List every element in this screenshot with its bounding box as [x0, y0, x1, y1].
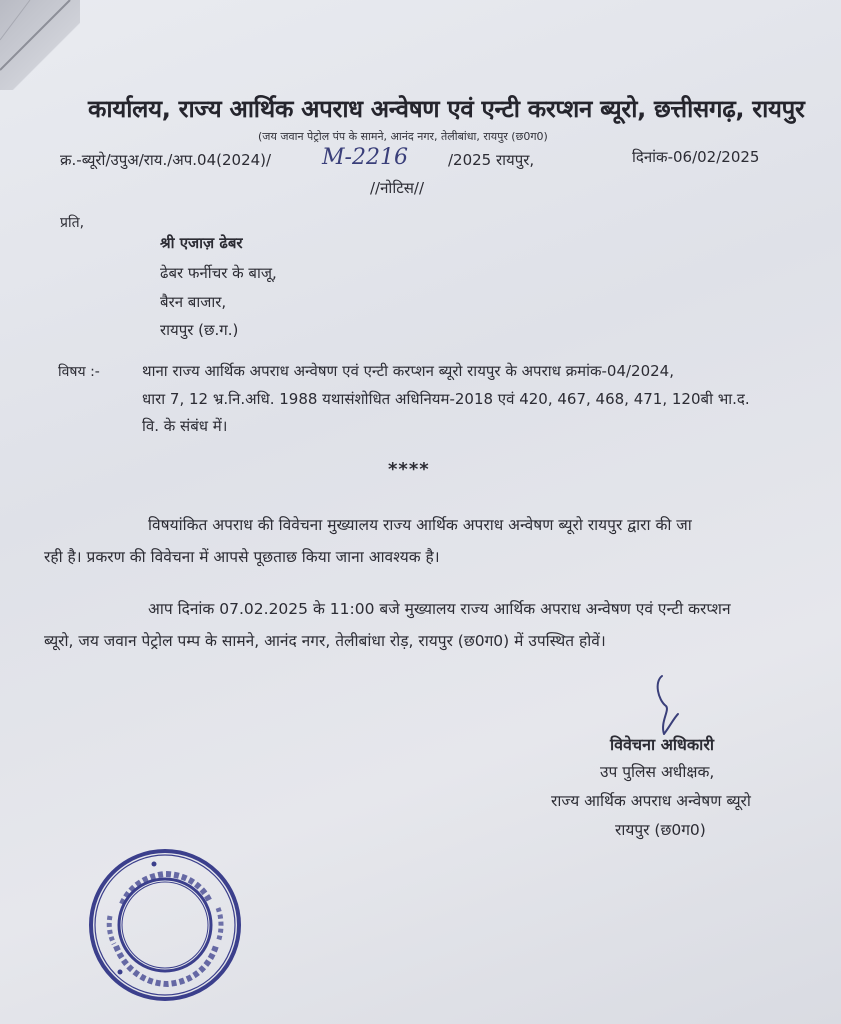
subject-line: थाना राज्य आर्थिक अपराध अन्वेषण एवं एन्टी करप्शन ब्यूरो रायपुर के अपराध क्रमांक-04/2024,	[142, 362, 674, 380]
folded-corner	[0, 0, 80, 90]
office-title: कार्यालय, राज्य आर्थिक अपराध अन्वेषण एवं एन्टी करप्शन ब्यूरो, छत्तीसगढ़, रायपुर	[88, 95, 805, 123]
reference-suffix: /2025 रायपुर,	[448, 151, 535, 169]
official-seal-stamp	[86, 846, 244, 1004]
subject-line: धारा 7, 12 भ्र.नि.अधि. 1988 यथासंशोधित अधिनियम-2018 एवं 420, 467, 468, 471, 120बी भा.द.	[142, 390, 750, 408]
subject-line: वि. के संबंध में।	[142, 417, 228, 435]
signatory-designation: उप पुलिस अधीक्षक,	[600, 763, 715, 781]
recipient-name: श्री एजाज़ ढेबर	[160, 234, 243, 252]
recipient-address-line: रायपुर (छ.ग.)	[160, 321, 239, 339]
body-paragraph-line: रही है। प्रकरण की विवेचना में आपसे पूछताछ किया जाना आवश्यक है।	[44, 548, 440, 566]
letter-date: दिनांक-06/02/2025	[632, 148, 760, 166]
recipient-address-line: ढेबर फर्नीचर के बाजू,	[160, 264, 277, 282]
subject-label: विषय :-	[58, 364, 100, 380]
signatory-department: राज्य आर्थिक अपराध अन्वेषण ब्यूरो	[551, 792, 751, 810]
body-paragraph-line: विषयांकित अपराध की विवेचना मुख्यालय राज्य आर्थिक अपराध अन्वेषण ब्यूरो रायपुर द्वारा की जा	[148, 516, 692, 534]
notice-heading: //नोटिस//	[370, 179, 425, 197]
signatory-title: विवेचना अधिकारी	[610, 735, 715, 754]
handwritten-number: M-2216	[322, 145, 408, 170]
signatory-location: रायपुर (छ0ग0)	[615, 821, 706, 839]
separator-stars: ****	[388, 459, 430, 480]
to-label: प्रति,	[60, 215, 85, 231]
reference-prefix: क्र.-ब्यूरो/उपुअ/राय./अप.04(2024)/	[60, 151, 272, 169]
body-paragraph-line: ब्यूरो, जय जवान पेट्रोल पम्प के सामने, आनंद नगर, तेलीबांधा रोड़, रायपुर (छ0ग0) में उपस्थित होवें।	[44, 632, 606, 650]
recipient-address-line: बैरन बाजार,	[160, 293, 227, 311]
officer-signature	[640, 670, 700, 740]
office-address: (जय जवान पेट्रोल पंप के सामने, आनंद नगर, तेलीबांधा, रायपुर (छ0ग0)	[258, 130, 548, 143]
body-paragraph-line: आप दिनांक 07.02.2025 के 11:00 बजे मुख्यालय राज्य आर्थिक अपराध अन्वेषण एवं एन्टी करप्शन	[148, 600, 731, 618]
